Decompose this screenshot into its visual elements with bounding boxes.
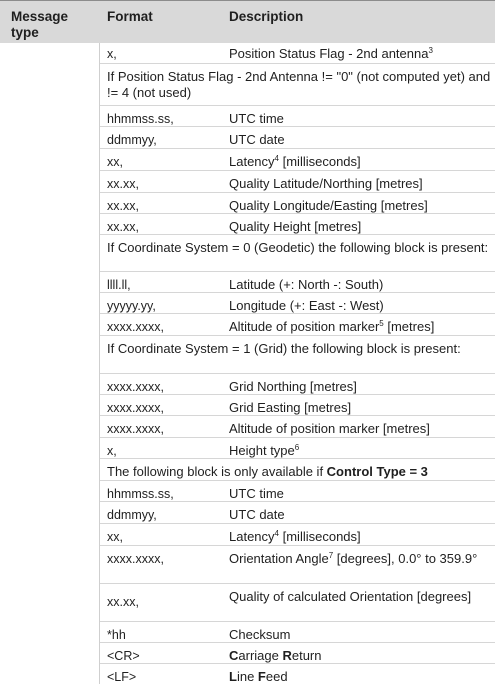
table-row (100, 458, 495, 480)
row-description: Grid Northing [metres] (229, 379, 357, 394)
table-row (100, 663, 495, 684)
row-description: UTC time (229, 486, 284, 501)
table-row (100, 213, 495, 234)
table-row (100, 437, 495, 458)
row-format: <CR> (107, 649, 140, 663)
table-row (100, 192, 495, 213)
row-format: xx.xx, (107, 177, 139, 191)
row-format: xxxx.xxxx, (107, 552, 164, 566)
row-format: ddmmyy, (107, 133, 157, 147)
table-row (100, 480, 495, 501)
table-row (100, 335, 495, 373)
table-row (100, 43, 495, 63)
row-format: xx.xx, (107, 220, 139, 234)
row-description: Latency$^4$ [milliseconds] (229, 154, 361, 169)
row-description: Line Feed (229, 669, 288, 684)
row-description: Carriage Return (229, 648, 322, 663)
table-row (100, 105, 495, 126)
table-row (100, 501, 495, 523)
row-description: Quality Latitude/Northing [metres] (229, 176, 423, 191)
table-row (100, 63, 495, 105)
header-description: Description (229, 9, 304, 24)
table-row (100, 234, 495, 271)
row-format: xx, (107, 155, 123, 169)
row-condition: If Coordinate System = 1 (Grid) the following block is present: (107, 341, 461, 356)
table-row (100, 148, 495, 170)
row-format: hhmmss.ss, (107, 112, 174, 126)
row-description: Latitude (+: North -: South) (229, 277, 384, 292)
row-format: xx, (107, 530, 123, 544)
row-description: Quality Longitude/Easting [metres] (229, 198, 428, 213)
row-format: llll.ll, (107, 278, 131, 292)
row-description: Quality Height [metres] (229, 219, 362, 234)
row-description: Latency$^4$ [milliseconds] (229, 529, 361, 544)
row-description: UTC time (229, 111, 284, 126)
header-message-type: Message type (11, 9, 69, 40)
table-row (100, 126, 495, 148)
row-description: Altitude of position marker$^5$ [metres] (229, 319, 435, 334)
table-row (100, 313, 495, 335)
row-format: xxxx.xxxx, (107, 422, 164, 436)
row-format: hhmmss.ss, (107, 487, 174, 501)
header-format: Format (107, 9, 153, 24)
row-format: x, (107, 444, 117, 458)
row-description: Altitude of position marker [metres] (229, 421, 430, 436)
row-format: xx.xx, (107, 595, 139, 609)
table-row (100, 523, 495, 545)
row-condition: If Coordinate System = 0 (Geodetic) the following block is present: (107, 240, 489, 255)
row-format: xx.xx, (107, 199, 139, 213)
row-description: Position Status Flag - 2nd antenna$^3$ (229, 46, 433, 61)
row-description: Orientation Angle$^7$ [degrees], 0.0° to 359.9° (229, 551, 478, 566)
table-row (100, 170, 495, 192)
row-condition: The following block is only available if Control Type = 3 (107, 464, 428, 479)
table-row (100, 415, 495, 437)
table-row (100, 642, 495, 663)
table-row (100, 394, 495, 415)
row-description: Height type$^6$ (229, 443, 300, 458)
row-format: xxxx.xxxx, (107, 320, 164, 334)
row-description: Grid Easting [metres] (229, 400, 352, 415)
row-format: xxxx.xxxx, (107, 380, 164, 394)
table-row (100, 373, 495, 394)
table-row (100, 271, 495, 292)
row-format: *hh (107, 628, 126, 642)
table-row (100, 583, 495, 621)
row-format: ddmmyy, (107, 508, 157, 522)
row-description: Quality of calculated Orientation [degrees] (229, 589, 472, 604)
table-header (0, 0, 495, 43)
row-format: yyyyy.yy, (107, 299, 156, 313)
row-description: Checksum (229, 627, 291, 642)
row-format: x, (107, 47, 117, 61)
table-row (100, 621, 495, 642)
row-description: Longitude (+: East -: West) (229, 298, 384, 313)
row-description: UTC date (229, 507, 285, 522)
row-format: <LF> (107, 670, 137, 684)
table-row (100, 545, 495, 583)
table-row (100, 292, 495, 313)
row-condition: If Position Status Flag - 2nd Antenna != "0" (not computed yet) and != 4 (not used) (107, 69, 491, 100)
row-description: UTC date (229, 132, 285, 147)
row-format: xxxx.xxxx, (107, 401, 164, 415)
